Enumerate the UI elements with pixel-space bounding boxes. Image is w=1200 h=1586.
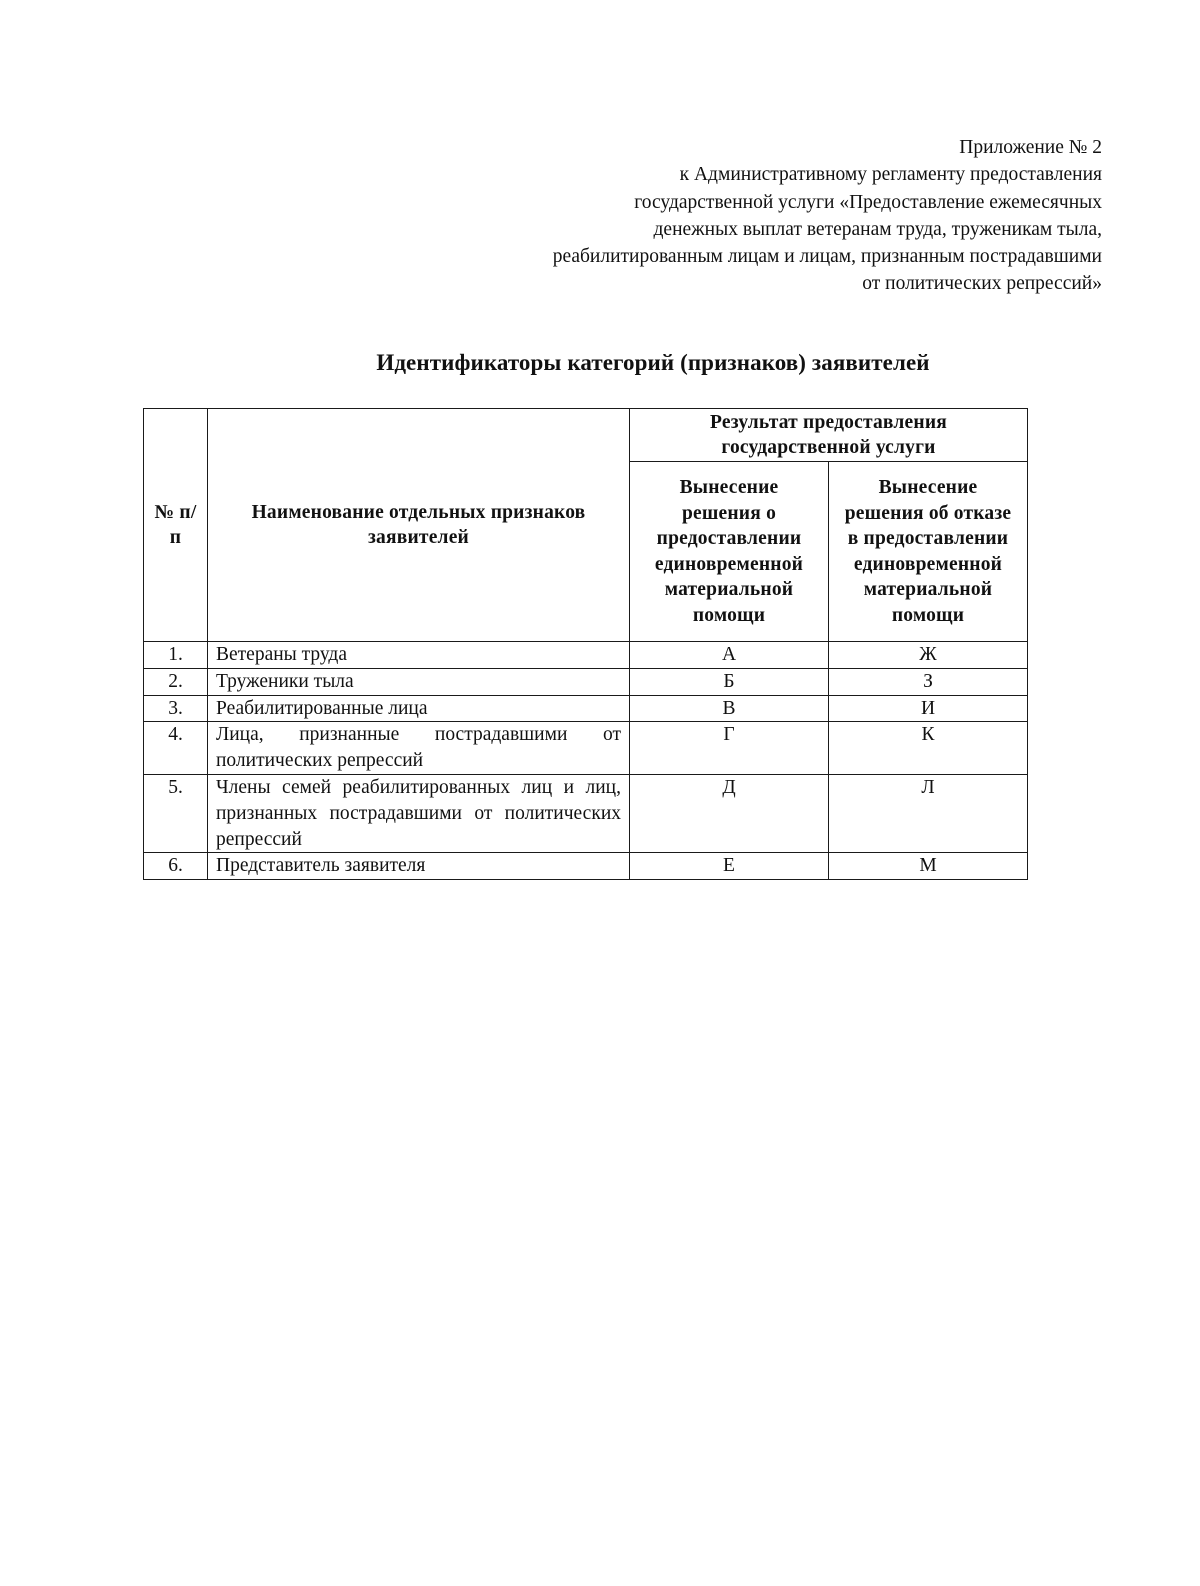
row-name: Реабилитированные лица <box>208 695 630 722</box>
row-refuse-code: М <box>829 853 1028 880</box>
row-name: Труженики тыла <box>208 668 630 695</box>
row-grant-code: В <box>630 695 829 722</box>
row-grant-code: Г <box>630 722 829 775</box>
row-grant-code: А <box>630 642 829 669</box>
table-row <box>144 695 1028 722</box>
appendix-line: государственной услуги «Предоставление ежемесячных <box>634 191 1102 213</box>
row-number: 1. <box>144 642 208 669</box>
header-number: № п/п <box>144 409 208 642</box>
document-title: Идентификаторы категорий (признаков) заявителей <box>376 350 930 375</box>
row-grant-code: Б <box>630 668 829 695</box>
identifiers-table <box>143 408 1028 880</box>
row-refuse-code: Л <box>829 774 1028 852</box>
table-row <box>144 853 1028 880</box>
row-grant-code: Е <box>630 853 829 880</box>
row-name: Члены семей реабилитированных лиц и лиц, признанных пострадавшими от политических репрессий <box>208 774 630 852</box>
row-refuse-code: И <box>829 695 1028 722</box>
row-number: 5. <box>144 774 208 852</box>
header-row <box>144 409 1028 462</box>
header-result: Результат предоставления государственной услуги <box>630 409 1028 462</box>
table-row <box>144 774 1028 852</box>
row-refuse-code: З <box>829 668 1028 695</box>
row-refuse-code: Ж <box>829 642 1028 669</box>
table-row <box>144 668 1028 695</box>
row-number: 2. <box>144 668 208 695</box>
row-number: 4. <box>144 722 208 775</box>
appendix-line: от политических репрессий» <box>862 273 1102 295</box>
header-refuse: Вынесение решения об отказе в предоставлении единовременной материальной помощи <box>829 462 1028 642</box>
row-name: Представитель заявителя <box>208 853 630 880</box>
appendix-line: Приложение № 2 <box>959 137 1102 158</box>
header-grant: Вынесение решения о предоставлении единовременной материальной помощи <box>630 462 829 642</box>
appendix-line: реабилитированным лицам и лицам, признанным пострадавшими <box>552 246 1102 268</box>
row-name: Ветераны труда <box>208 642 630 669</box>
row-name: Лица, признанные пострадавшими от политических репрессий <box>208 722 630 775</box>
appendix-line: денежных выплат ветеранам труда, труженикам тыла, <box>653 218 1102 240</box>
row-grant-code: Д <box>630 774 829 852</box>
appendix-header <box>402 134 1102 298</box>
appendix-line: к Административному регламенту предоставления <box>679 164 1102 186</box>
table-row <box>144 722 1028 775</box>
table-row <box>144 642 1028 669</box>
row-number: 3. <box>144 695 208 722</box>
row-refuse-code: К <box>829 722 1028 775</box>
row-number: 6. <box>144 853 208 880</box>
header-name: Наименование отдельных признаков заявителей <box>208 409 630 642</box>
